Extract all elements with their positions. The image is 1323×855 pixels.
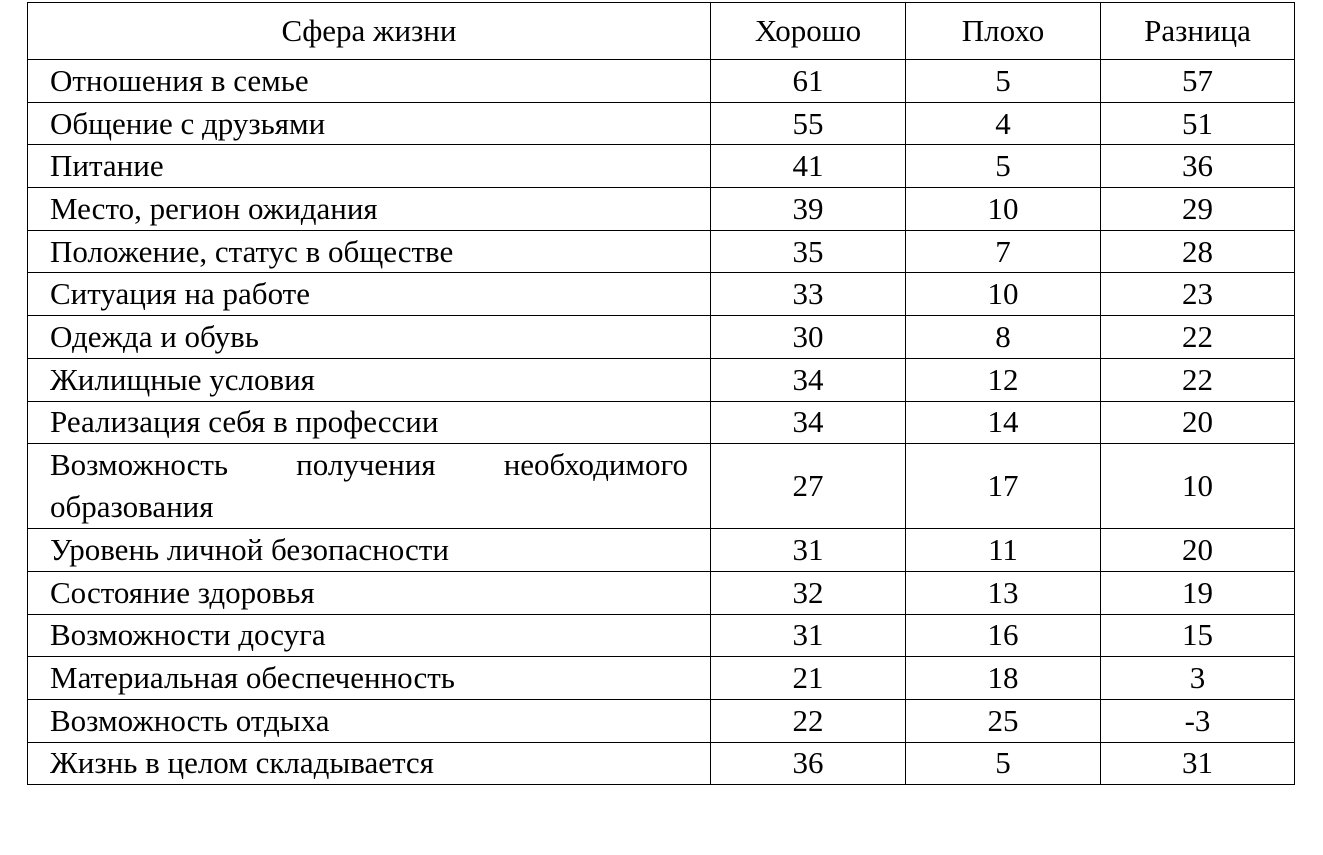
table-row: [28, 657, 1295, 700]
header-row: [28, 3, 1295, 60]
table-row: [28, 145, 1295, 188]
bad-cell: 18: [906, 657, 1101, 700]
bad-cell: 5: [906, 60, 1101, 103]
diff-cell: 22: [1101, 358, 1295, 401]
sphere-cell: Возможности досуга: [28, 614, 711, 657]
bad-cell: 10: [906, 188, 1101, 231]
bad-cell: 7: [906, 230, 1101, 273]
diff-cell: 20: [1101, 401, 1295, 444]
bad-cell: 16: [906, 614, 1101, 657]
bad-cell: 14: [906, 401, 1101, 444]
good-cell: 32: [711, 571, 906, 614]
header-diff: Разница: [1101, 3, 1295, 60]
table-row: [28, 102, 1295, 145]
bad-cell: 8: [906, 316, 1101, 359]
good-cell: 34: [711, 358, 906, 401]
bad-cell: 10: [906, 273, 1101, 316]
sphere-cell: Реализация себя в профессии: [28, 401, 711, 444]
good-cell: 39: [711, 188, 906, 231]
table-header: [28, 3, 1295, 60]
good-cell: 36: [711, 742, 906, 785]
bad-cell: 5: [906, 145, 1101, 188]
good-cell: 61: [711, 60, 906, 103]
good-cell: 55: [711, 102, 906, 145]
good-cell: 31: [711, 614, 906, 657]
diff-cell: -3: [1101, 699, 1295, 742]
diff-cell: 23: [1101, 273, 1295, 316]
table-row: [28, 358, 1295, 401]
header-sphere: Сфера жизни: [28, 3, 711, 60]
table-row: [28, 60, 1295, 103]
bad-cell: 25: [906, 699, 1101, 742]
sphere-cell: Возможность получения необходимого образования: [28, 444, 711, 529]
bad-cell: 13: [906, 571, 1101, 614]
diff-cell: 22: [1101, 316, 1295, 359]
sphere-cell: Возможность отдыха: [28, 699, 711, 742]
bad-cell: 12: [906, 358, 1101, 401]
good-cell: 22: [711, 699, 906, 742]
bad-cell: 4: [906, 102, 1101, 145]
diff-cell: 51: [1101, 102, 1295, 145]
sphere-cell: Жилищные условия: [28, 358, 711, 401]
bad-cell: 17: [906, 444, 1101, 529]
table-row: [28, 444, 1295, 529]
table-row: [28, 273, 1295, 316]
sphere-cell: Питание: [28, 145, 711, 188]
table-row: [28, 230, 1295, 273]
table-row: [28, 742, 1295, 785]
good-cell: 30: [711, 316, 906, 359]
sphere-cell: Место, регион ожидания: [28, 188, 711, 231]
diff-cell: 19: [1101, 571, 1295, 614]
diff-cell: 20: [1101, 529, 1295, 572]
diff-cell: 29: [1101, 188, 1295, 231]
bad-cell: 11: [906, 529, 1101, 572]
table-row: [28, 699, 1295, 742]
table-row: [28, 614, 1295, 657]
header-good: Хорошо: [711, 3, 906, 60]
diff-cell: 10: [1101, 444, 1295, 529]
good-cell: 34: [711, 401, 906, 444]
good-cell: 33: [711, 273, 906, 316]
sphere-cell: Положение, статус в обществе: [28, 230, 711, 273]
diff-cell: 31: [1101, 742, 1295, 785]
table-body: [28, 60, 1295, 785]
good-cell: 41: [711, 145, 906, 188]
diff-cell: 57: [1101, 60, 1295, 103]
diff-cell: 3: [1101, 657, 1295, 700]
sphere-cell: Уровень личной безопасности: [28, 529, 711, 572]
table-row: [28, 529, 1295, 572]
life-spheres-table-container: [27, 2, 1294, 785]
table-row: [28, 316, 1295, 359]
table-row: [28, 571, 1295, 614]
header-bad: Плохо: [906, 3, 1101, 60]
sphere-cell: Ситуация на работе: [28, 273, 711, 316]
sphere-cell: Состояние здоровья: [28, 571, 711, 614]
table-row: [28, 188, 1295, 231]
sphere-cell: Одежда и обувь: [28, 316, 711, 359]
diff-cell: 36: [1101, 145, 1295, 188]
diff-cell: 28: [1101, 230, 1295, 273]
sphere-cell: Материальная обеспеченность: [28, 657, 711, 700]
sphere-cell: Отношения в семье: [28, 60, 711, 103]
bad-cell: 5: [906, 742, 1101, 785]
sphere-cell: Жизнь в целом складывается: [28, 742, 711, 785]
sphere-cell: Общение с друзьями: [28, 102, 711, 145]
good-cell: 27: [711, 444, 906, 529]
good-cell: 31: [711, 529, 906, 572]
good-cell: 21: [711, 657, 906, 700]
good-cell: 35: [711, 230, 906, 273]
diff-cell: 15: [1101, 614, 1295, 657]
life-spheres-table: [27, 2, 1295, 785]
table-row: [28, 401, 1295, 444]
